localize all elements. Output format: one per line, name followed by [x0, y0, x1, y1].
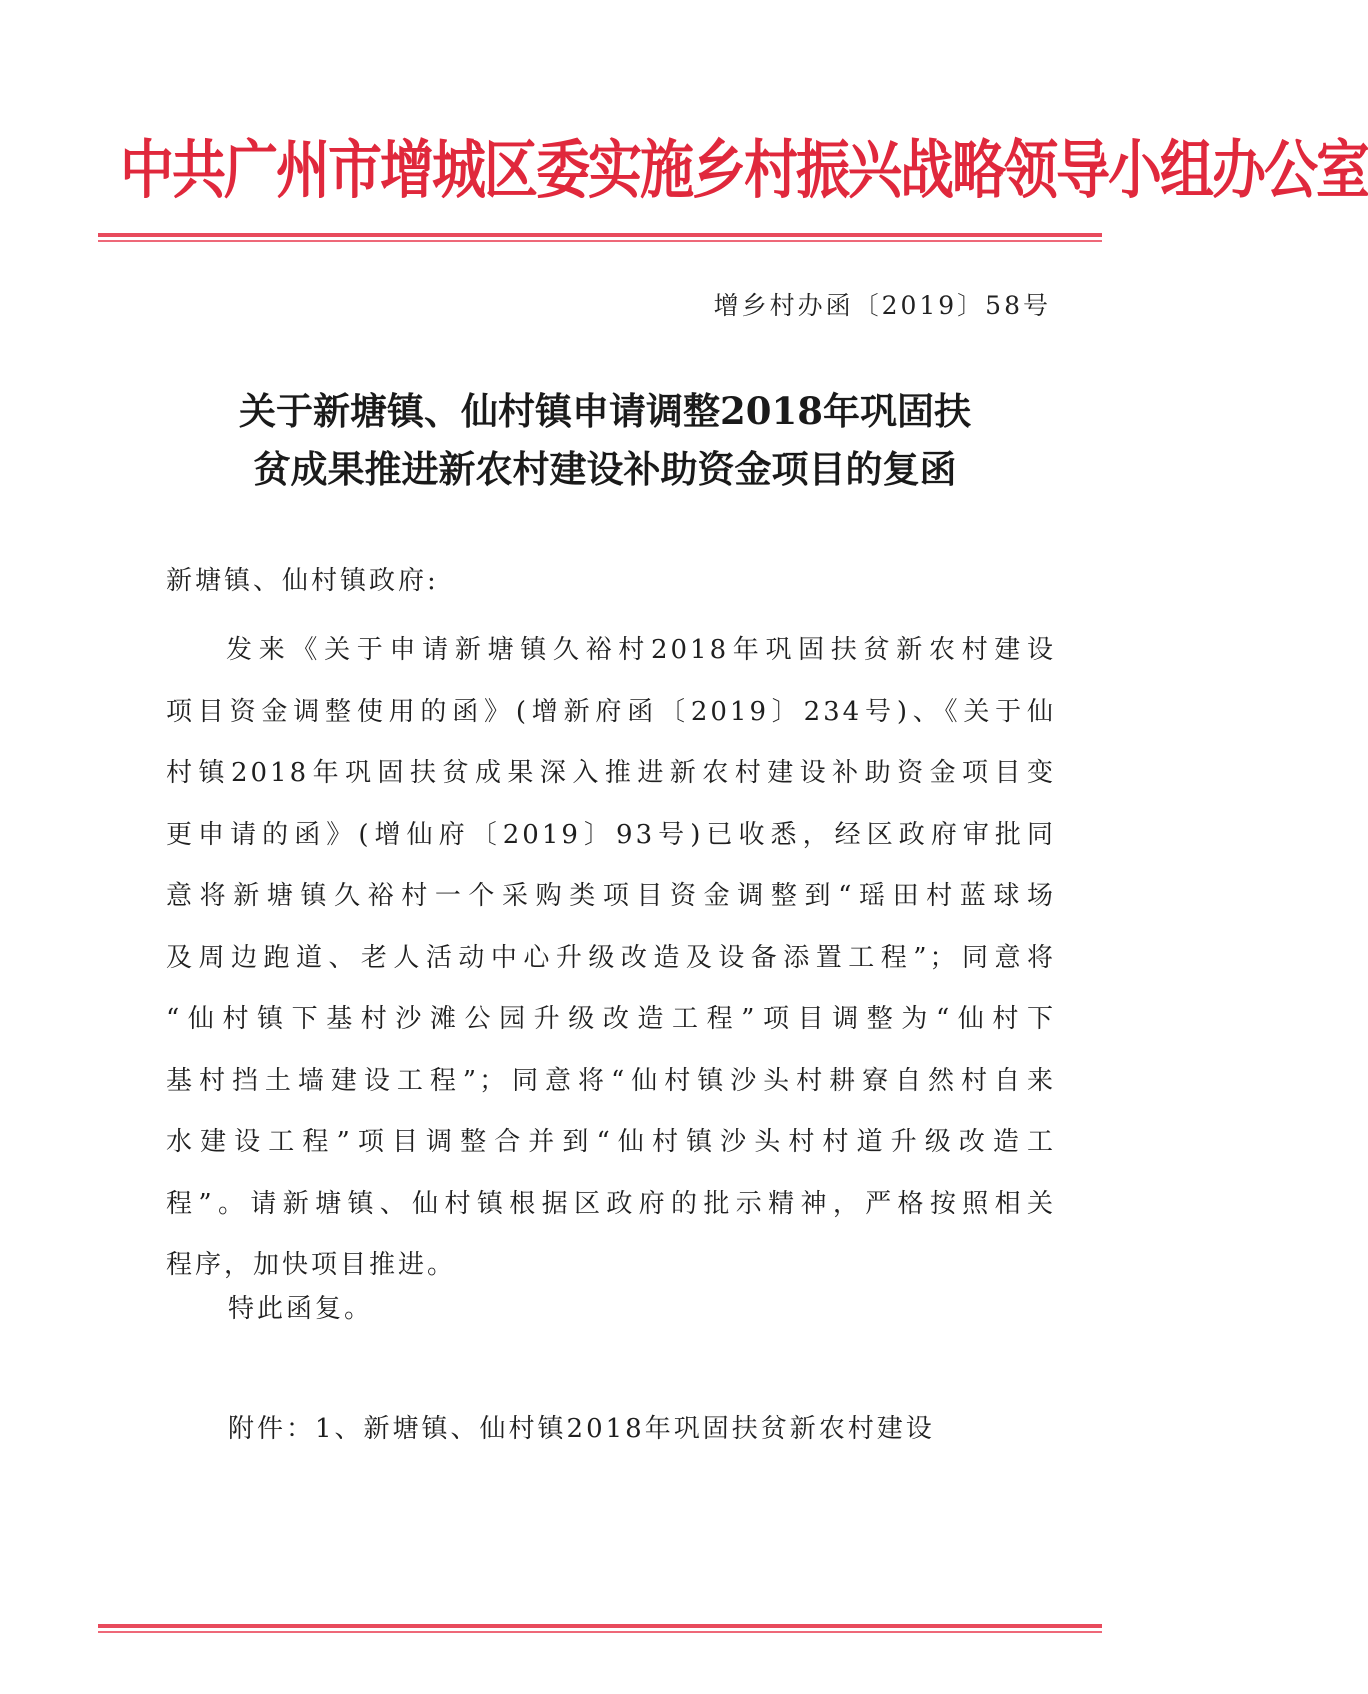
header-red-rule [98, 233, 1102, 242]
red-rule-thick-line [98, 233, 1102, 237]
red-rule-thin-line [98, 1631, 1102, 1633]
body-line: 水建设工程”项目调整合并到“仙村镇沙头村村道升级改造工 [166, 1127, 1056, 1157]
closing-remark: 特此函复。 [228, 1294, 374, 1324]
document-title [160, 382, 1050, 498]
document-number: 增乡村办函〔2019〕58号 [713, 291, 1051, 320]
body-paragraph [166, 620, 1056, 1297]
body-line: 更申请的函》(增仙府〔2019〕93号)已收悉，经区政府审批同 [166, 819, 1056, 850]
title-line: 贫成果推进新农村建设补助资金项目的复函 [253, 447, 957, 491]
addressee: 新塘镇、仙村镇政府: [166, 566, 439, 596]
body-line: 发来《关于申请新塘镇久裕村2018年巩固扶贫新农村建设 [226, 635, 1056, 665]
attachment-note: 附件：1、新塘镇、仙村镇2018年巩固扶贫新农村建设 [228, 1414, 935, 1444]
org-header: 中共广州市增城区委实施乡村振兴战略领导小组办公室 [120, 131, 1368, 208]
body-line: 基村挡土墙建设工程”；同意将“仙村镇沙头村耕寮自然村自来 [166, 1065, 1056, 1096]
body-line: 意将新塘镇久裕村一个采购类项目资金调整到“瑶田村蓝球场 [166, 881, 1056, 911]
body-line: 村镇2018年巩固扶贫成果深入推进新农村建设补助资金项目变 [166, 758, 1056, 788]
body-line: “仙村镇下基村沙滩公园升级改造工程”项目调整为“仙村下 [166, 1004, 1056, 1034]
title-line: 关于新塘镇、仙村镇申请调整2018年巩固扶 [239, 389, 971, 433]
body-line: 及周边跑道、老人活动中心升级改造及设备添置工程”；同意将 [166, 942, 1056, 973]
body-line: 程序，加快项目推进。 [166, 1250, 457, 1280]
body-line: 程”。请新塘镇、仙村镇根据区政府的批示精神，严格按照相关 [166, 1188, 1056, 1219]
footer-red-rule [98, 1624, 1102, 1633]
red-rule-thin-line [98, 240, 1102, 242]
body-line: 项目资金调整使用的函》(增新府函〔2019〕234号)、《关于仙 [166, 696, 1056, 727]
red-rule-thick-line [98, 1624, 1102, 1628]
